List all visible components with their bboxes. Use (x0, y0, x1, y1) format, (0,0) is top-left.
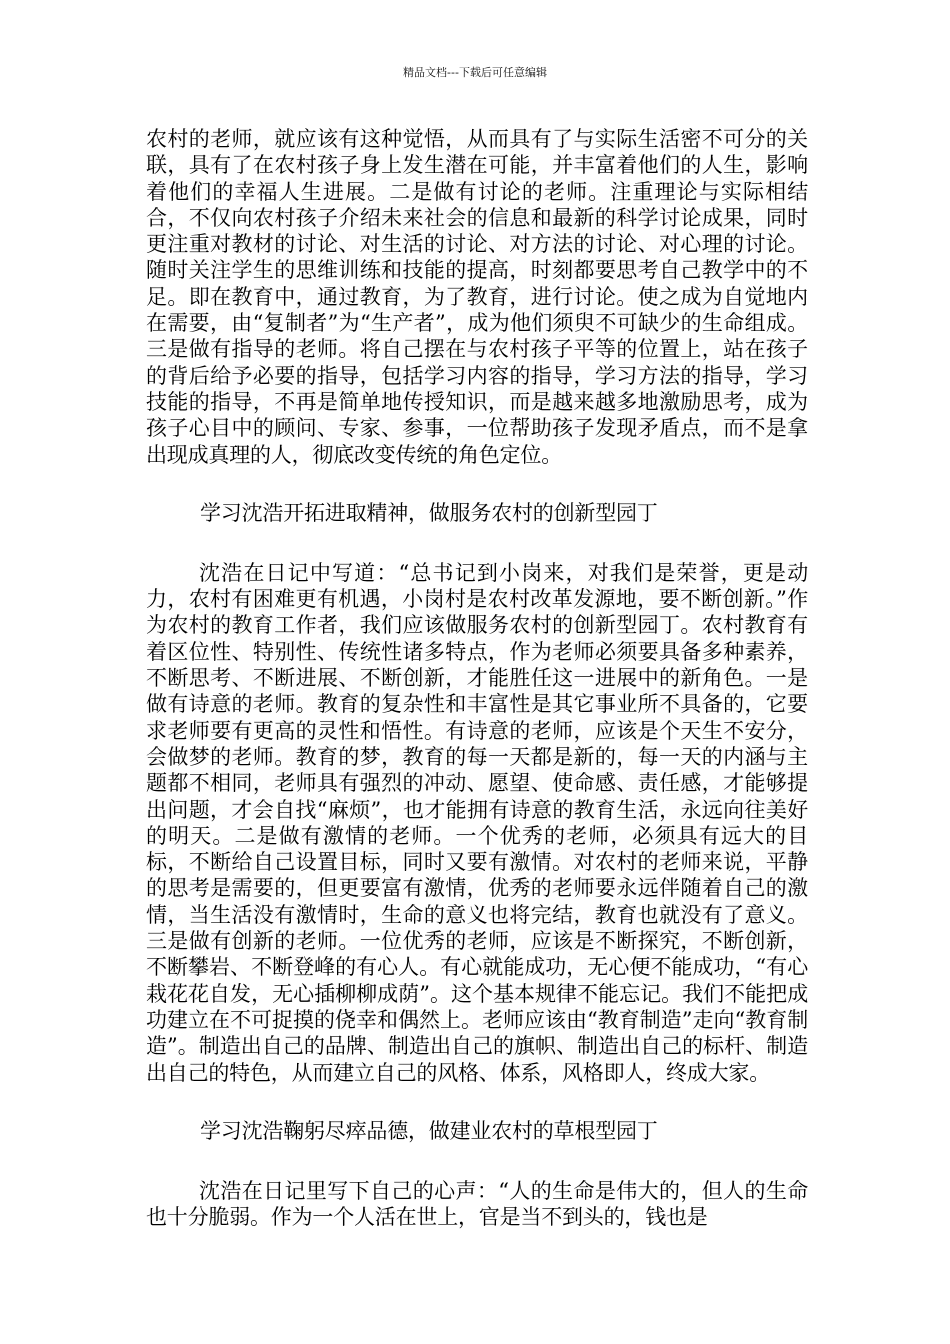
paragraph-2: 沈浩在日记中写道：“总书记到小岗来，对我们是荣誉，更是动力，农村有困难更有机遇，小岗村是农村改革发源地，要不断创新。”作为农村的教育工作者，我们应该做服务农村的创新型园丁。农村教育有着区位性、特别性、传统性诸多特点，作为老师必须要具备多种素养，不断思考、不断进展、不断创新，才能胜任这一进展中的新角色。一是做有诗意的老师。教育的复杂性和丰富性是其它事业所不具备的，它要求老师要有更高的灵性和悟性。有诗意的老师，应该是个天生不安分，会做梦的老师。教育的梦，教育的每一天都是新的，每一天的内涵与主题都不相同，老师具有强烈的冲动、愿望、使命感、责任感，才能够提出问题，才会自找“麻烦”，也才能拥有诗意的教育生活，永远向往美好的明天。二是做有激情的老师。一个优秀的老师，必须具有远大的目标，不断给自己设置目标，同时又要有激情。对农村的老师来说，平静的思考是需要的，但更要富有激情，优秀的老师要永远伴随着自己的激情，当生活没有激情时，生命的意义也将完结，教育也就没有了意义。三是做有创新的老师。一位优秀的老师，应该是不断探究，不断创新，不断攀岩、不断登峰的有心人。有心就能成功，无心便不能成功，“有心栽花花自发，无心插柳柳成荫”。这个基本规律不能忘记。我们不能把成功建立在不可捉摸的侥幸和偶然上。老师应该由“教育制造”走向“教育制造”。制造出自己的品牌、制造出自己的旗帜、制造出自己的标杆、制造出自己的特色，从而建立自己的风格、体系，风格即人，终成大家。 (146, 560, 808, 1085)
page-header: 精品文档---下载后可任意编辑 (403, 66, 547, 79)
paragraph-1: 农村的老师，就应该有这种觉悟，从而具有了与实际生活密不可分的关联，具有了在农村孩子身上发生潜在可能，并丰富着他们的人生，影响着他们的幸福人生进展。二是做有讨论的老师。注重理论与实际相结合，不仅向农村孩子介绍未来社会的信息和最新的科学讨论成果，同时更注重对教材的讨论、对生活的讨论、对方法的讨论、对心理的讨论。随时关注学生的思维训练和技能的提高，时刻都要思考自己教学中的不足。即在教育中，通过教育，为了教育，进行讨论。使之成为自觉地内在需要，由“复制者”为“生产者”，成为他们须臾不可缺少的生命组成。三是做有指导的老师。将自己摆在与农村孩子平等的位置上，站在孩子的背后给予必要的指导，包括学习内容的指导，学习方法的指导，学习技能的指导，不再是简单地传授知识，而是越来越多地激励思考，成为孩子心目中的顾问、专家、参事，一位帮助孩子发现矛盾点，而不是拿出现成真理的人，彻底改变传统的角色定位。 (146, 127, 808, 467)
section-heading-1: 学习沈浩开拓进取精神，做服务农村的创新型园丁 (200, 500, 658, 525)
paragraph-3: 沈浩在日记里写下自己的心声：“人的生命是伟大的，但人的生命也十分脆弱。作为一个人活在世上，官是当不到头的，钱也是 (146, 1178, 808, 1230)
section-heading-2: 学习沈浩鞠躬尽瘁品德，做建业农村的草根型园丁 (200, 1118, 658, 1143)
document-body (146, 126, 808, 1230)
